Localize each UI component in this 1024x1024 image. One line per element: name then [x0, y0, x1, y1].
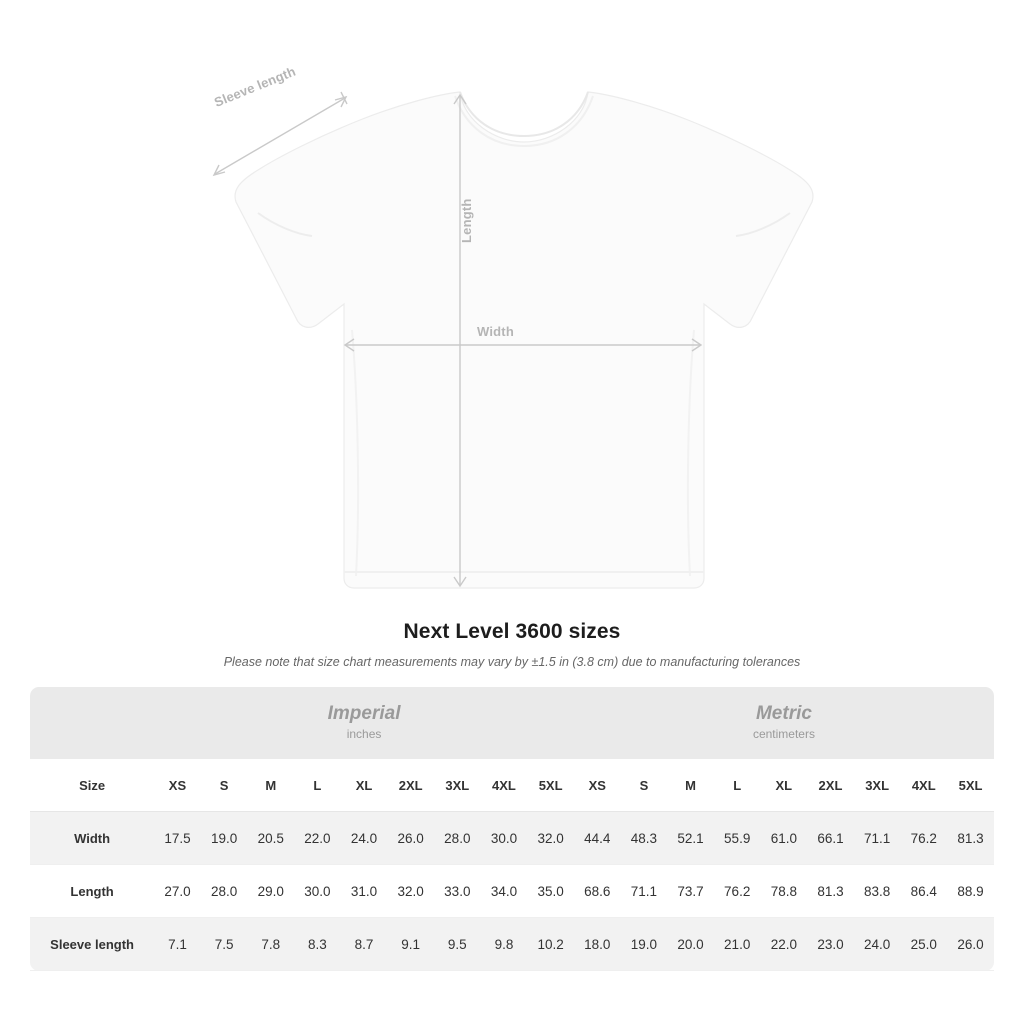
- cell-sleeve-metric-4xl: 25.0: [900, 918, 947, 971]
- width-dimension-label: Width: [477, 324, 514, 339]
- cell-sleeve-metric-2xl: 23.0: [807, 918, 854, 971]
- cell-length-metric-3xl: 83.8: [854, 865, 901, 918]
- size-header-metric-xs: XS: [574, 759, 621, 812]
- cell-sleeve-metric-xl: 22.0: [761, 918, 808, 971]
- size-header-metric-l: L: [714, 759, 761, 812]
- size-header-cell: Size: [30, 759, 154, 812]
- cell-width-imperial-5xl: 32.0: [527, 812, 574, 865]
- cell-length-metric-l: 76.2: [714, 865, 761, 918]
- cell-width-metric-s: 48.3: [621, 812, 668, 865]
- cell-length-metric-m: 73.7: [667, 865, 714, 918]
- row-label-length: Length: [30, 865, 154, 918]
- size-header-imperial-xl: XL: [341, 759, 388, 812]
- size-header-metric-s: S: [621, 759, 668, 812]
- metric-label: Metric: [755, 702, 812, 724]
- metric-group-header: [574, 687, 994, 759]
- size-table-wrapper: [0, 687, 1024, 971]
- size-header-row: [30, 759, 994, 812]
- cell-width-imperial-2xl: 26.0: [387, 812, 434, 865]
- size-header-metric-5xl: 5XL: [947, 759, 994, 812]
- size-chart-table: [30, 687, 994, 971]
- size-header-imperial-4xl: 4XL: [481, 759, 528, 812]
- cell-length-metric-xs: 68.6: [574, 865, 621, 918]
- imperial-group-header: [154, 687, 574, 759]
- length-dimension-label: Length: [459, 198, 474, 243]
- cell-sleeve-metric-3xl: 24.0: [854, 918, 901, 971]
- metric-sublabel: centimeters: [752, 727, 815, 742]
- cell-length-metric-2xl: 81.3: [807, 865, 854, 918]
- tshirt-shape: [235, 92, 813, 588]
- cell-width-metric-m: 52.1: [667, 812, 714, 865]
- cell-width-metric-2xl: 66.1: [807, 812, 854, 865]
- cell-sleeve-metric-l: 21.0: [714, 918, 761, 971]
- size-header-imperial-xs: XS: [154, 759, 201, 812]
- unit-header-row: [30, 687, 994, 759]
- row-label-sleeve-length: Sleeve length: [30, 918, 154, 971]
- cell-length-metric-xl: 78.8: [761, 865, 808, 918]
- cell-length-metric-5xl: 88.9: [947, 865, 994, 918]
- cell-length-imperial-4xl: 34.0: [481, 865, 528, 918]
- cell-length-imperial-5xl: 35.0: [527, 865, 574, 918]
- cell-width-metric-l: 55.9: [714, 812, 761, 865]
- cell-sleeve-imperial-2xl: 9.1: [387, 918, 434, 971]
- cell-width-imperial-s: 19.0: [201, 812, 248, 865]
- cell-sleeve-imperial-xs: 7.1: [154, 918, 201, 971]
- cell-sleeve-imperial-3xl: 9.5: [434, 918, 481, 971]
- cell-width-imperial-m: 20.5: [247, 812, 294, 865]
- cell-width-metric-4xl: 76.2: [900, 812, 947, 865]
- cell-sleeve-imperial-5xl: 10.2: [527, 918, 574, 971]
- cell-sleeve-imperial-4xl: 9.8: [481, 918, 528, 971]
- cell-width-imperial-4xl: 30.0: [481, 812, 528, 865]
- cell-width-metric-xs: 44.4: [574, 812, 621, 865]
- table-row: [30, 812, 994, 865]
- tolerance-note: Please note that size chart measurements may vary by ±1.5 in (3.8 cm) due to manufacturing tolerances: [223, 655, 801, 669]
- cell-width-imperial-xs: 17.5: [154, 812, 201, 865]
- cell-sleeve-imperial-s: 7.5: [201, 918, 248, 971]
- table-row: [30, 865, 994, 918]
- imperial-label: Imperial: [327, 702, 401, 724]
- size-header-metric-m: M: [667, 759, 714, 812]
- imperial-sublabel: inches: [346, 727, 382, 742]
- size-header-imperial-s: S: [201, 759, 248, 812]
- cell-length-imperial-s: 28.0: [201, 865, 248, 918]
- size-header-imperial-2xl: 2XL: [387, 759, 434, 812]
- cell-width-metric-xl: 61.0: [761, 812, 808, 865]
- size-header-imperial-3xl: 3XL: [434, 759, 481, 812]
- title-block: [0, 620, 1024, 669]
- cell-width-metric-5xl: 81.3: [947, 812, 994, 865]
- size-header-imperial-l: L: [294, 759, 341, 812]
- cell-length-imperial-l: 30.0: [294, 865, 341, 918]
- cell-width-imperial-3xl: 28.0: [434, 812, 481, 865]
- unit-header-spacer: [30, 687, 154, 759]
- cell-length-metric-4xl: 86.4: [900, 865, 947, 918]
- cell-sleeve-metric-s: 19.0: [621, 918, 668, 971]
- cell-sleeve-imperial-m: 7.8: [247, 918, 294, 971]
- cell-length-imperial-xs: 27.0: [154, 865, 201, 918]
- size-header-imperial-5xl: 5XL: [527, 759, 574, 812]
- page-title: Next Level 3600 sizes: [403, 620, 621, 643]
- cell-sleeve-metric-xs: 18.0: [574, 918, 621, 971]
- row-label-width: Width: [30, 812, 154, 865]
- cell-width-imperial-xl: 24.0: [341, 812, 388, 865]
- cell-length-imperial-xl: 31.0: [341, 865, 388, 918]
- cell-length-imperial-m: 29.0: [247, 865, 294, 918]
- cell-sleeve-metric-m: 20.0: [667, 918, 714, 971]
- cell-sleeve-imperial-l: 8.3: [294, 918, 341, 971]
- cell-width-metric-3xl: 71.1: [854, 812, 901, 865]
- size-header-metric-3xl: 3XL: [854, 759, 901, 812]
- cell-sleeve-metric-5xl: 26.0: [947, 918, 994, 971]
- size-header-imperial-m: M: [247, 759, 294, 812]
- cell-length-imperial-3xl: 33.0: [434, 865, 481, 918]
- cell-length-imperial-2xl: 32.0: [387, 865, 434, 918]
- size-header-metric-2xl: 2XL: [807, 759, 854, 812]
- size-header-metric-xl: XL: [761, 759, 808, 812]
- table-row: [30, 918, 994, 971]
- cell-length-metric-s: 71.1: [621, 865, 668, 918]
- cell-width-imperial-l: 22.0: [294, 812, 341, 865]
- size-header-metric-4xl: 4XL: [900, 759, 947, 812]
- cell-sleeve-imperial-xl: 8.7: [341, 918, 388, 971]
- sleeve-length-dimension-label: Sleeve length: [212, 63, 298, 110]
